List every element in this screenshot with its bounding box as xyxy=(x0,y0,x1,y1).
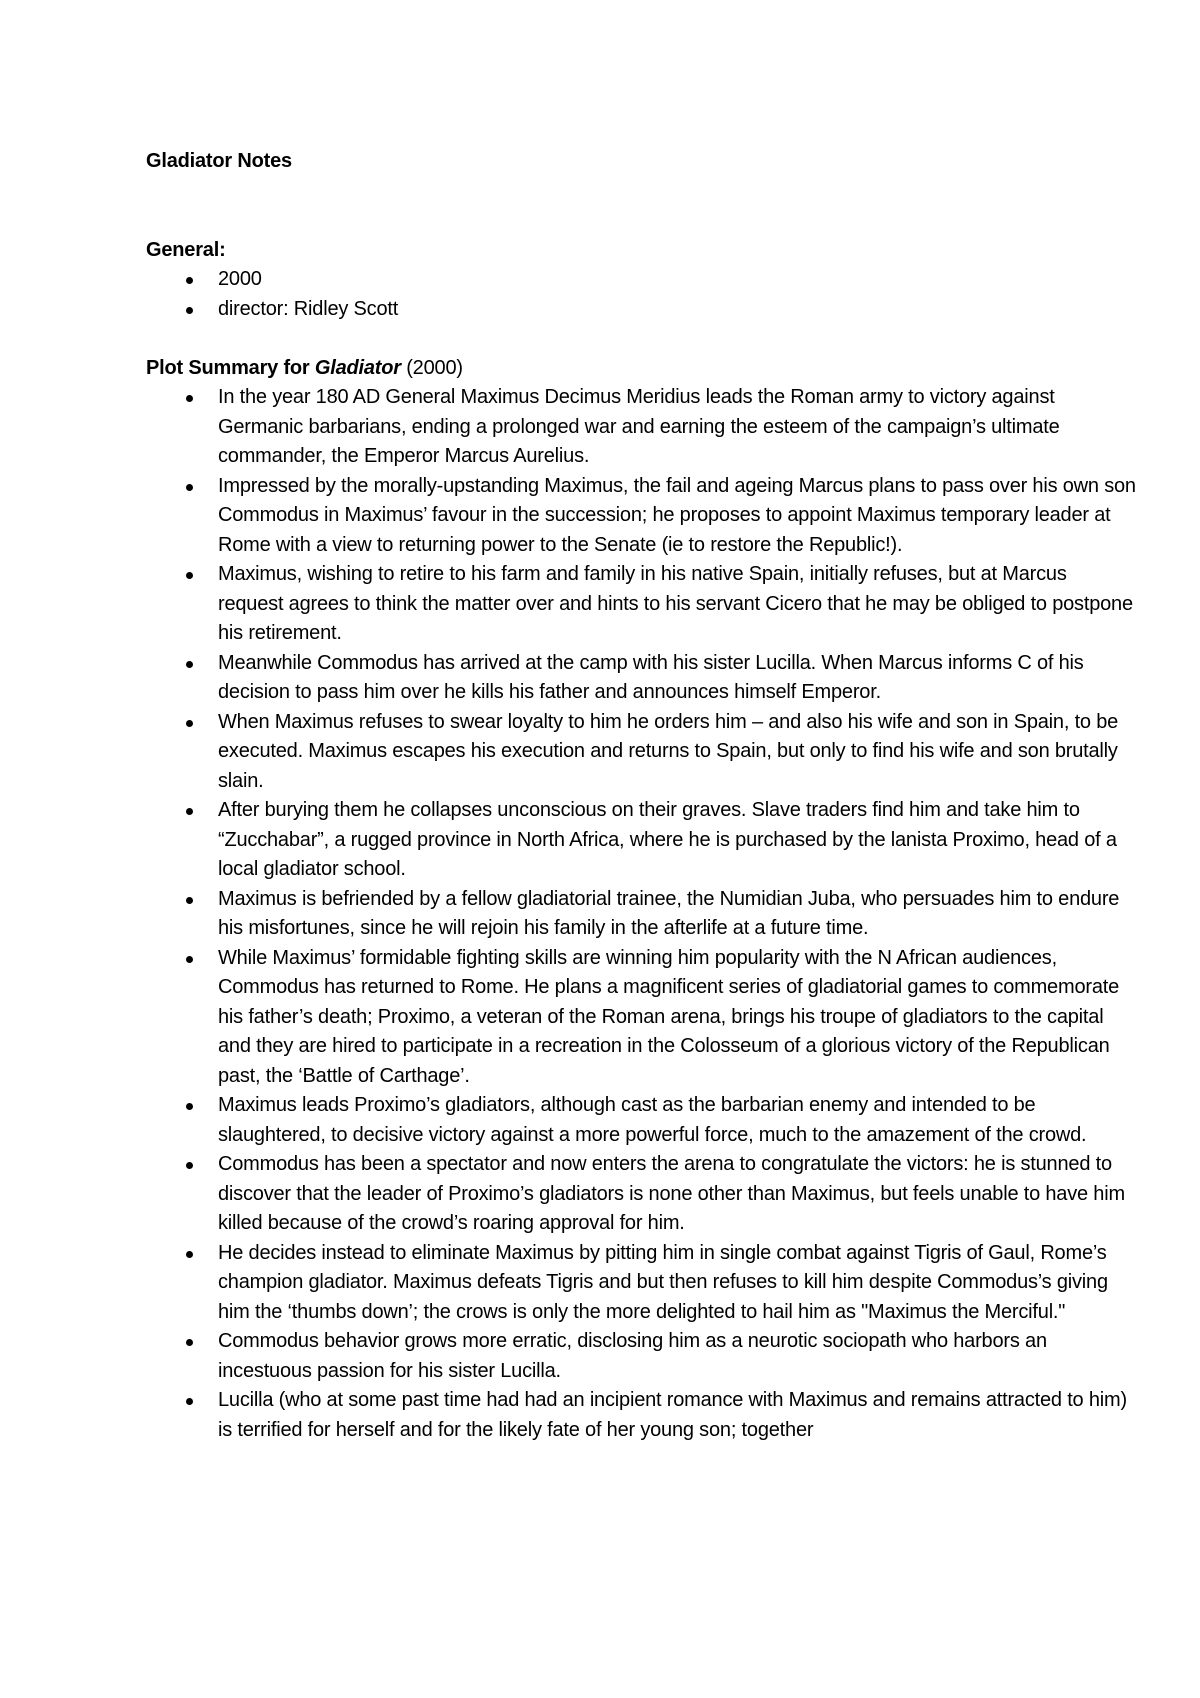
list-item xyxy=(146,649,1136,708)
list-item-text: 2000 xyxy=(218,268,262,290)
list-item-text: Maximus, wishing to retire to his farm and family in his native Spain, initially refuses, but at Marcus request agrees to think the matter over and hints to his servant Cicero that he may be obliged to postpone his retirement. xyxy=(218,563,1133,644)
bullet-icon xyxy=(186,1103,193,1110)
list-item-text: He decides instead to eliminate Maximus by pitting him in single combat against Tigris of Gaul, Rome’s champion gladiator. Maximus defeats Tigris and but then refuses to kill him despite Commodus’s giving him the ‘thumbs down’; the crows is only the more delighted to hail him as "Maximus the Merciful." xyxy=(218,1241,1108,1323)
list-item-text: Impressed by the morally-upstanding Maximus, the fail and ageing Marcus plans to pass over his own son Commodus in Maximus’ favour in the succession; he proposes to appoint Maximus temporary leader at Rome with a view to returning power to the Senate (ie to restore the Republic!). xyxy=(218,474,1136,556)
list-item-text: When Maximus refuses to swear loyalty to him he orders him – and also his wife and son in Spain, to be executed. Maximus escapes his execution and returns to Spain, but only to find his wife and son brutally slain. xyxy=(218,710,1119,792)
spacer xyxy=(146,324,1136,354)
list-item-text: While Maximus’ formidable fighting skills are winning him popularity with the N African audiences, Commodus has returned to Rome. He plans a magnificent series of gladiatorial games to commemorate his father’s death; Proximo, a veteran of the Roman arena, brings his troupe of gladiators to the capital and they are hired to participate in a recreation in the Colosseum of a glorious victory of the Republican past, the ‘Battle of Carthage’. xyxy=(218,946,1120,1087)
list-item-text: Commodus has been a spectator and now enters the arena to congratulate the victors: he is stunned to discover that the leader of Proximo’s gladiators is none other than Maximus, but feels unable to have him killed because of the crowd’s roaring approval for him. xyxy=(218,1153,1125,1234)
plot-summary-heading xyxy=(146,354,1136,384)
bullet-icon xyxy=(186,1398,193,1405)
list-item xyxy=(146,1239,1136,1328)
list-item-text: Commodus behavior grows more erratic, disclosing him as a neurotic sociopath who harbors an incestuous passion for his sister Lucilla. xyxy=(218,1330,1047,1382)
plot-summary-list xyxy=(146,383,1136,1445)
bullet-icon xyxy=(186,897,193,904)
list-item xyxy=(146,1386,1136,1445)
list-item xyxy=(146,265,1136,295)
list-item xyxy=(146,295,1136,325)
list-item xyxy=(146,1327,1136,1386)
spacer xyxy=(146,177,1136,236)
list-item xyxy=(146,885,1136,944)
bullet-icon xyxy=(186,808,193,815)
list-item xyxy=(146,1091,1136,1150)
bullet-icon xyxy=(186,720,193,727)
plot-heading-film-title: Gladiator xyxy=(314,356,401,379)
document-title: Gladiator Notes xyxy=(146,150,292,172)
list-item-text: Maximus is befriended by a fellow gladiatorial trainee, the Numidian Juba, who persuades him to endure his misfortunes, since he will rejoin his family in the afterlife at a future time. xyxy=(218,887,1120,939)
general-list xyxy=(146,265,1136,324)
list-item xyxy=(146,796,1136,885)
document-body xyxy=(146,147,1136,1445)
list-item xyxy=(146,944,1136,1092)
list-item-text: Lucilla (who at some past time had had an incipient romance with Maximus and remains attracted to him) is terrified for herself and for the likely fate of her young son; together xyxy=(218,1389,1127,1441)
list-item-text: Meanwhile Commodus has arrived at the camp with his sister Lucilla. When Marcus informs C of his decision to pass him over he kills his father and announces himself Emperor. xyxy=(218,651,1084,703)
list-item xyxy=(146,383,1136,472)
bullet-icon xyxy=(186,956,193,963)
bullet-icon xyxy=(186,277,193,284)
general-heading: General: xyxy=(146,238,226,261)
bullet-icon xyxy=(186,1339,193,1346)
list-item-text: After burying them he collapses unconscious on their graves. Slave traders find him and take him to “Zucchabar”, a rugged province in North Africa, where he is purchased by the lanista Proximo, head of a local gladiator school. xyxy=(218,799,1117,880)
bullet-icon xyxy=(186,572,193,579)
list-item xyxy=(146,472,1136,561)
list-item-text: In the year 180 AD General Maximus Decimus Meridius leads the Roman army to victory against Germanic barbarians, ending a prolonged war and earning the esteem of the campaign’s ultimate commander, the Emperor Marcus Aurelius. xyxy=(218,386,1060,467)
bullet-icon xyxy=(186,661,193,668)
bullet-icon xyxy=(186,1251,193,1258)
list-item xyxy=(146,708,1136,797)
plot-heading-suffix: (2000) xyxy=(400,356,463,379)
bullet-icon xyxy=(186,395,193,402)
plot-heading-prefix: Plot Summary for xyxy=(146,356,315,379)
bullet-icon xyxy=(186,484,193,491)
list-item xyxy=(146,560,1136,649)
list-item-text: director: Ridley Scott xyxy=(218,297,399,320)
list-item xyxy=(146,1150,1136,1239)
list-item-text: Maximus leads Proximo’s gladiators, although cast as the barbarian enemy and intended to be slaughtered, to decisive victory against a more powerful force, much to the amazement of the crowd. xyxy=(218,1094,1087,1146)
bullet-icon xyxy=(186,1162,193,1169)
bullet-icon xyxy=(186,307,193,314)
